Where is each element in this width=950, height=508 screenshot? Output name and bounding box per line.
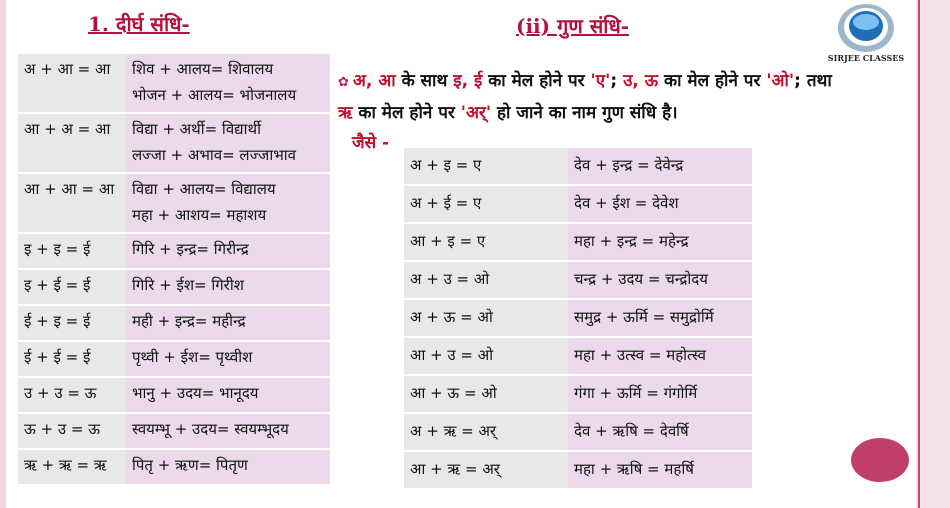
example-cell: गंगा + ऊर्मि = गंगोर्मि [568,375,752,413]
dirgha-sandhi-table [18,54,330,486]
definition-text: का मेल होने पर [482,71,591,91]
table-row [18,377,330,413]
example-text: गिरि + ईश= गिरीश [132,276,244,294]
example-text: विद्या + अर्थी= विद्यार्थी [132,120,261,138]
rule-cell: अ + ई = ए [404,185,568,223]
example-text: लज्जा + अभाव= लज्जाभाव [132,146,296,164]
result-e: 'ए' [590,71,611,91]
example-text: पितृ + ऋण= पितृण [132,456,248,474]
vowel-group-i: इ, ई [453,71,483,91]
example-cell [126,233,330,269]
table-row [404,261,752,299]
examples-label: जैसे - [352,133,390,153]
example-cell [126,413,330,449]
example-cell: महा + इन्द्र = महेन्द्र [568,223,752,261]
rule-cell: आ + इ = ए [404,223,568,261]
rule-cell: अ + ऋ = अर् [404,413,568,451]
table-row [18,449,330,485]
example-text: महा + आशय= महाशय [132,206,267,224]
definition-text: ; तथा [794,71,832,91]
vowel-group-a: अ, आ [352,71,396,91]
rule-cell: अ + उ = ओ [404,261,568,299]
example-text: मही + इन्द्र= महीन्द्र [132,312,246,330]
table-row [18,413,330,449]
table-row [404,185,752,223]
example-text: गिरि + इन्द्र= गिरीन्द्र [132,240,249,258]
definition-text: का मेल होने पर [352,103,461,123]
rule-cell: ई + इ = ई [18,305,126,341]
logo-text: SIRJEE CLASSES [827,53,905,63]
guna-sandhi-table [404,148,752,490]
example-cell: देव + ईश = देवेश [568,185,752,223]
rule-cell: अ + इ = ए [404,148,568,185]
guna-sandhi-definition [338,66,918,129]
example-cell [126,173,330,233]
rule-cell: ई + ई = ई [18,341,126,377]
example-cell: महा + उत्स्व = महोत्स्व [568,337,752,375]
next-slide-button[interactable] [851,438,909,482]
table-row [404,148,752,185]
example-cell: देव + ऋषि = देवर्षि [568,413,752,451]
example-text: भानु + उदय= भानूदय [132,384,259,402]
definition-text: का मेल होने पर [658,71,767,91]
rule-cell: ऋ + ऋ = ऋ [18,449,126,485]
slide-border-left [0,0,6,508]
rule-cell: उ + उ = ऊ [18,377,126,413]
example-cell [126,269,330,305]
table-row [18,54,330,113]
table-row [18,341,330,377]
vowel-ri: ऋ [338,103,353,123]
dirgha-sandhi-heading: 1. दीर्घ संधि- [88,12,190,36]
result-ar: 'अर्' [460,103,492,123]
example-text: विद्या + आलय= विद्यालय [132,180,276,198]
vowel-group-u: उ, ऊ [623,71,659,91]
rule-cell: अ + ऊ = ओ [404,299,568,337]
example-cell: चन्द्र + उदय = चन्द्रोदय [568,261,752,299]
table-row [404,337,752,375]
table-row [404,413,752,451]
example-text: पृथ्वी + ईश= पृथ्वीश [132,348,253,366]
example-cell [126,54,330,113]
slide-border-right [916,0,950,508]
bullet-icon: ✿ [338,75,349,90]
example-cell: समुद्र + ऊर्मि = समुद्रोर्मि [568,299,752,337]
example-cell [126,341,330,377]
table-row [18,269,330,305]
example-cell [126,377,330,413]
example-cell [126,305,330,341]
definition-text: ; [610,71,624,91]
result-o: 'ओ' [766,71,795,91]
rule-cell: आ + ऋ = अर् [404,451,568,489]
example-cell [126,449,330,485]
rule-cell: आ + अ = आ [18,113,126,173]
example-cell: महा + ऋषि = महर्षि [568,451,752,489]
example-cell [126,113,330,173]
slide-border-line [918,0,920,508]
table-row [404,223,752,261]
rule-cell: इ + इ = ई [18,233,126,269]
table-row [404,451,752,489]
table-row [18,233,330,269]
table-row [18,173,330,233]
rule-cell: आ + उ = ओ [404,337,568,375]
rule-cell: अ + आ = आ [18,54,126,113]
definition-text: हो जाने का नाम गुण संधि है। [491,103,678,123]
rule-cell: ऊ + उ = ऊ [18,413,126,449]
example-cell: देव + इन्द्र = देवेन्द्र [568,148,752,185]
definition-text: के साथ [395,71,454,91]
guna-sandhi-heading: (ii) गुण संधि- [516,14,630,38]
table-row [18,113,330,173]
table-row [404,375,752,413]
rule-cell: आ + आ = आ [18,173,126,233]
example-text: भोजन + आलय= भोजनालय [132,86,297,104]
table-row [404,299,752,337]
example-text: शिव + आलय= शिवालय [132,60,274,78]
rule-cell: इ + ई = ई [18,269,126,305]
rule-cell: आ + ऊ = ओ [404,375,568,413]
lens-logo-icon [835,2,897,54]
example-text: स्वयम्भू + उदय= स्वयम्भूदय [132,420,289,438]
table-row [18,305,330,341]
